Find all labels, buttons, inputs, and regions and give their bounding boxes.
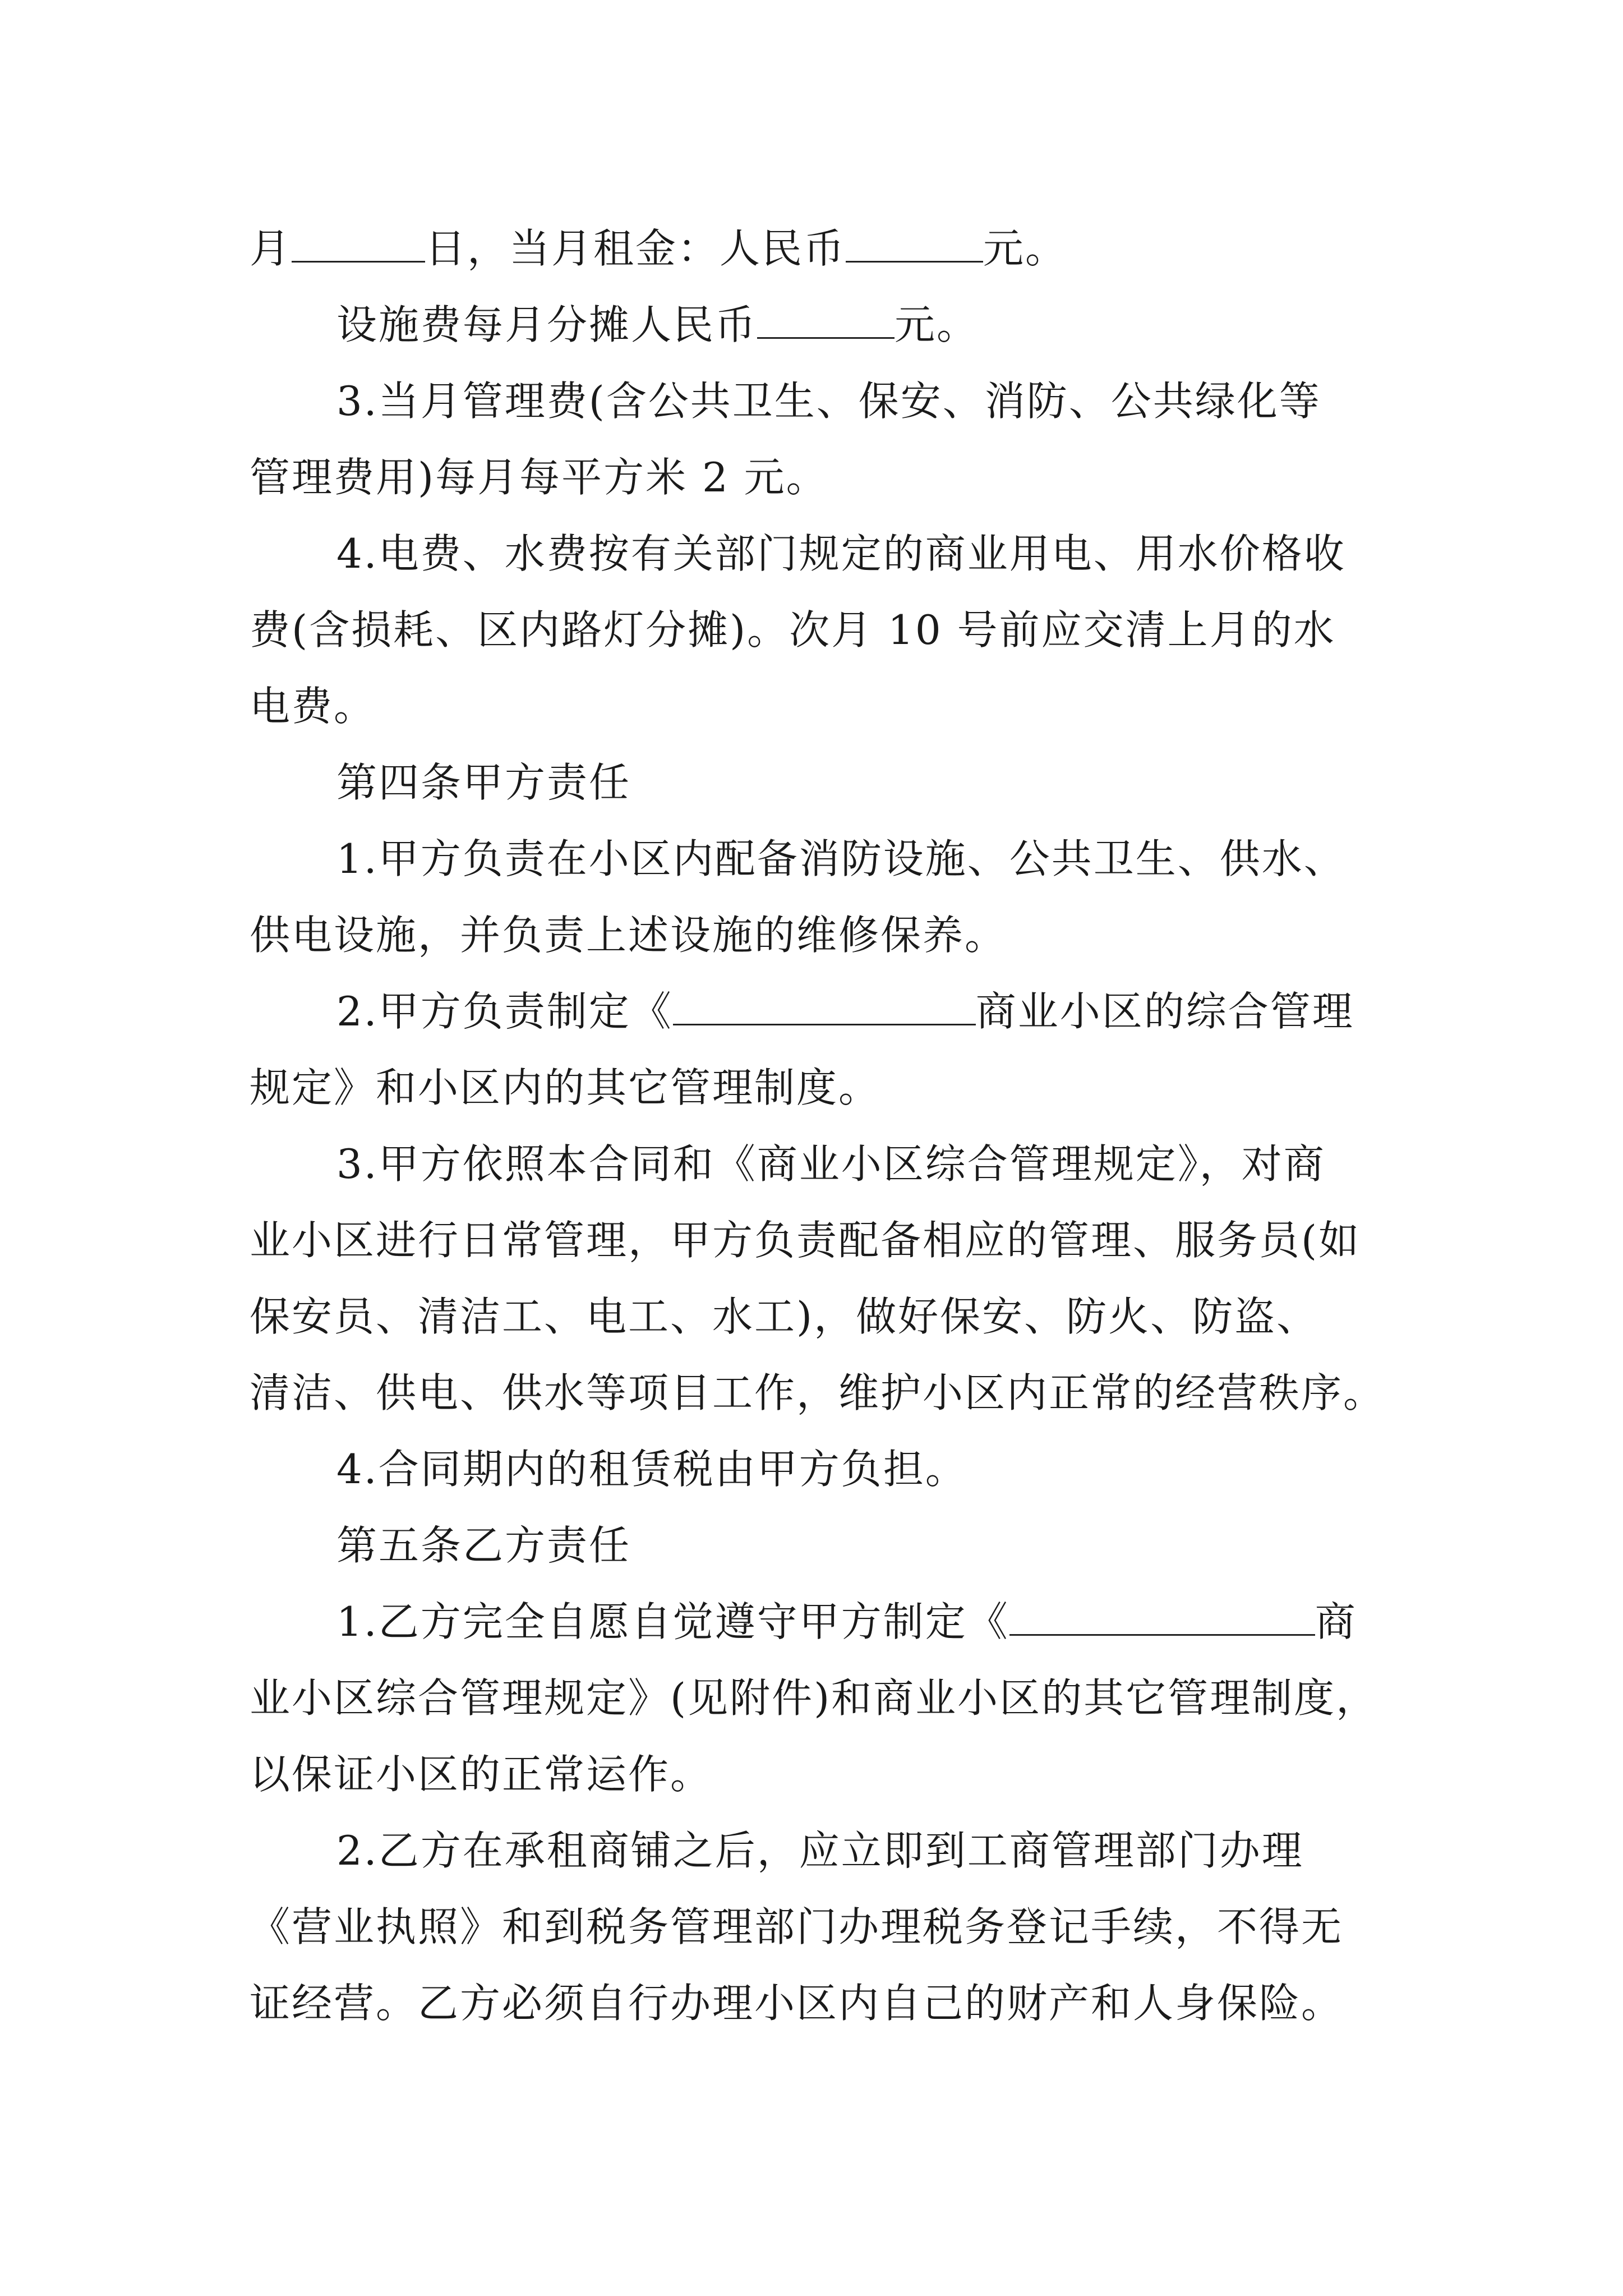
text-line: 3.甲方依照本合同和《商业小区综合管理规定》，对商 xyxy=(336,1140,1326,1188)
text-line: 业小区综合管理规定》(见附件)和商业小区的其它管理制度， xyxy=(250,1674,1378,1722)
fill-in-blank xyxy=(292,216,425,263)
text-line: 4.电费、水费按有关部门规定的商业用电、用水价格收 xyxy=(336,530,1346,577)
text-line: 保安员、清洁工、电工、水工)，做好保安、防火、防盗、 xyxy=(250,1293,1319,1340)
text-line: 证经营。乙方必须自行办理小区内自己的财产和人身保险。 xyxy=(250,1980,1344,2027)
text-line: 以保证小区的正常运作。 xyxy=(250,1751,713,1798)
text-line: 管理费用)每月每平方米 2 元。 xyxy=(250,454,828,501)
text-line: 月 日，当月租金：人民币 元。 xyxy=(250,210,1405,287)
text-line: 设施费每月分摊人民币 元。 xyxy=(250,287,1405,363)
contract-body xyxy=(250,210,1405,2041)
text-line: 费(含损耗、区内路灯分摊)。次月 10 号前应交清上月的水 xyxy=(250,606,1336,654)
text-line: 1.甲方负责在小区内配备消防设施、公共卫生、供水、 xyxy=(336,835,1346,882)
text-line: 4.合同期内的租赁税由甲方负担。 xyxy=(336,1446,967,1493)
section-heading: 第四条甲方责任 xyxy=(336,759,631,806)
fill-in-blank xyxy=(673,979,976,1025)
section-heading: 第五条乙方责任 xyxy=(336,1522,631,1569)
fill-in-blank xyxy=(846,216,983,263)
text-line: 3.当月管理费(含公共卫生、保安、消防、公共绿化等 xyxy=(336,378,1321,425)
text-line: 电费。 xyxy=(250,683,376,730)
text-line: 业小区进行日常管理，甲方负责配备相应的管理、服务员(如 xyxy=(250,1217,1361,1264)
text-line: 规定》和小区内的其它管理制度。 xyxy=(250,1064,881,1111)
text-line: 2.甲方负责制定《 商业小区的综合管理 xyxy=(250,973,1405,1050)
text-line: 供电设施，并负责上述设施的维修保养。 xyxy=(250,912,1007,959)
text-line: 2.乙方在承租商铺之后，应立即到工商管理部门办理 xyxy=(336,1827,1304,1874)
fill-in-blank xyxy=(1009,1589,1315,1636)
text-line: 1.乙方完全自愿自觉遵守甲方制定《 商 xyxy=(250,1584,1405,1660)
text-line: 清洁、供电、供水等项目工作，维护小区内正常的经营秩序。 xyxy=(250,1369,1386,1416)
text-line: 《营业执照》和到税务管理部门办理税务登记手续，不得无 xyxy=(250,1903,1344,1950)
fill-in-blank xyxy=(757,292,895,339)
